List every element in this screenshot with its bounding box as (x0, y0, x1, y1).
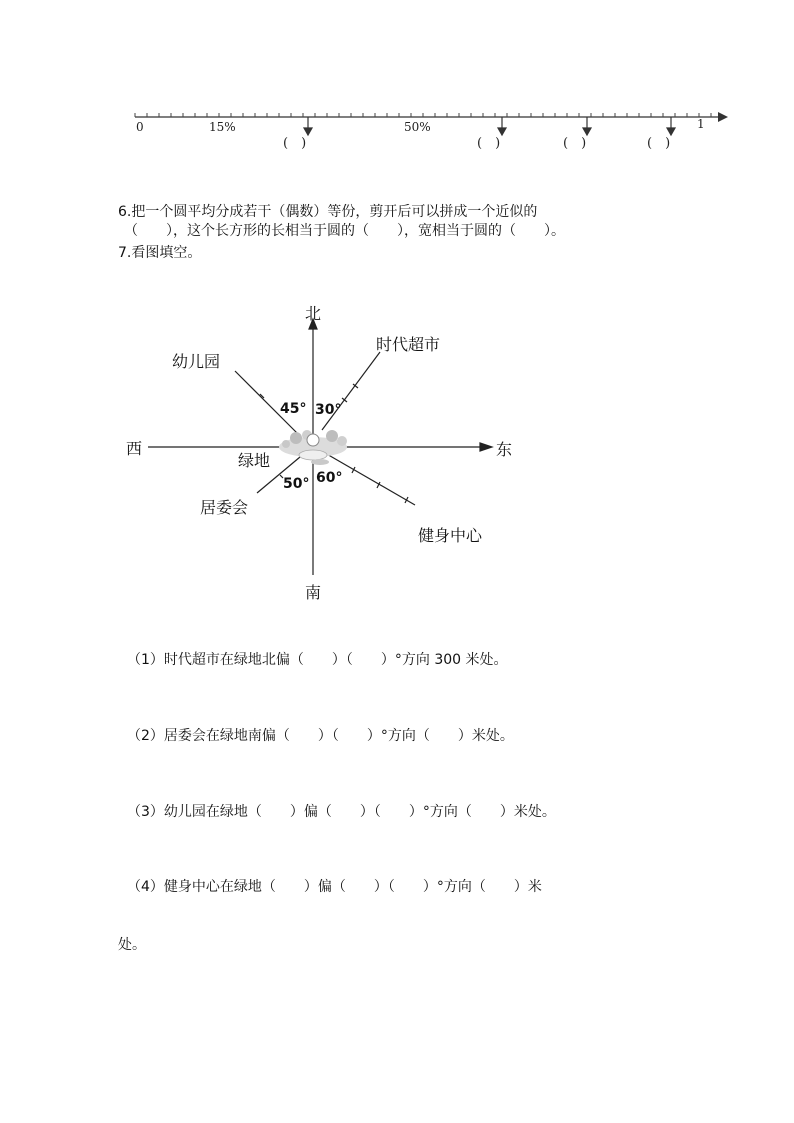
question-4-continuation: 处。 (118, 937, 146, 953)
compass-diagram (110, 295, 530, 615)
label-fitness-center: 健身中心 (418, 526, 483, 545)
label-south: 南 (305, 583, 322, 602)
question-2: （2）居委会在绿地南偏（ ）（ ）°方向（ ）米处。 (127, 728, 514, 744)
label-kindergarten: 幼儿园 (172, 352, 221, 371)
tick-label-15: 15% (209, 120, 236, 134)
q6-line2: （ ），这个长方形的长相当于圆的（ ），宽相当于圆的（ ）。 (124, 223, 565, 239)
tick-label-50: 50% (404, 120, 431, 134)
number-line (120, 95, 730, 155)
label-supermarket: 时代超市 (376, 335, 441, 354)
question-1: （1）时代超市在绿地北偏（ ）（ ）°方向 300 米处。 (127, 652, 508, 668)
q7-title: 7.看图填空。 (118, 245, 202, 261)
angle-se: 60° (316, 470, 343, 486)
label-north: 北 (305, 304, 322, 323)
tick-label-0: 0 (136, 120, 144, 134)
label-green-space: 绿地 (238, 451, 271, 470)
blank-3: ( ) (563, 136, 587, 151)
label-committee: 居委会 (200, 498, 249, 517)
label-west: 西 (126, 439, 143, 458)
blank-1: ( ) (283, 136, 307, 151)
question-3: （3）幼儿园在绿地（ ）偏（ ）（ ）°方向（ ）米处。 (127, 804, 556, 820)
angle-sw: 50° (283, 476, 310, 492)
angle-nw: 45° (280, 401, 307, 417)
blank-2: ( ) (477, 136, 501, 151)
q6-line1: 6.把一个圆平均分成若干（偶数）等份，剪开后可以拼成一个近似的 (118, 204, 538, 220)
question-4: （4）健身中心在绿地（ ）偏（ ）（ ）°方向（ ）米 (127, 879, 542, 895)
blank-4: ( ) (647, 136, 671, 151)
label-east: 东 (496, 440, 513, 459)
tick-label-1: 1 (697, 117, 705, 131)
angle-ne: 30° (315, 402, 342, 418)
